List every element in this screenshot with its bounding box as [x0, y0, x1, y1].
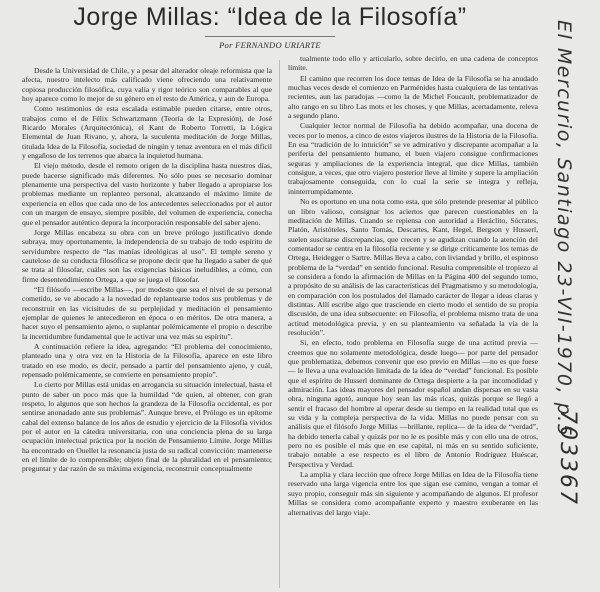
paragraph: Cualquier lector normal de Filosofía ha debido acompañar, una docena de veces por lo menos, a cinco de estos viajeros ilustres de la Historia de la Filosofía. En esa “tradición de lo intuición” se ve admirativo y discrepante acompañar a la periferia del pensamiento humano, el buen viajero consigue confirmaciones seguras y ampliaciones de la experiencia integral, que dice Millas, también consigue, a veces, que otro viajero posterior lleve al límite y supere la ampliación trabajosamente conseguida, con lo cual la serie se integra y refleja, ininterrumpidamente.: [288, 121, 538, 196]
column-divider: [279, 60, 280, 588]
left-column: [22, 66, 272, 590]
paragraph: Lo cierto por Millas está unidas en arrogancia su situación intelectual, hasta el punto de saber un poco más que la humildad “de quien, al obtener, con gran respeto, lo algunos que son hechos la grandeza de la Filosofía occidental, es por sentirse anonadado ante sus problemas”. Aunque breve, el Prólogo es un epítome cabal del extenso balance de los años de estudio y ejercicio de la Filosofía vividos por el autor en la cátedra universitaria, con una conciencia plena de su larga ocupación intelectual práctica por la noción de Pensamiento Límite. Jorge Millas ha encontrado en Ouellet la resonancia justa de su radical convicción: mantenerse en el límite de lo comprensible; objeto final de la pluralidad en el pensamiento; preguntar y dar razón de su máxima exigencia, reconstruir conceptualmente: [22, 380, 272, 474]
handwritten-annotation: [545, 20, 595, 580]
right-column: [288, 54, 538, 590]
title-rule: [205, 36, 335, 37]
handwritten-source: El Mercurio, Santiago 23-VII-1970, p.5: [553, 20, 575, 438]
paragraph: tualmente todo ello y articularlo, sobre decirlo, en una cadena de conceptos límite.: [288, 54, 538, 73]
article-byline: Por FERNANDO URIARTE: [219, 40, 321, 50]
handwritten-code: 703367: [555, 410, 580, 506]
paragraph: Jorge Millas encabeza su obra con un breve prólogo justificativo donde subraya, muy oportunamente, la independencia de su trabajo de todo espíritu de servidumbre respecto de “las manías ideológicas al uso”. El temple sereno y cauteloso de su conducta filosófica se propone decir que ha llegado a saber de qué se trata al filosofar, cuáles son las exigencias básicas ineludibles, a cómo, con firme desentendimiento Ortega, a que se juega el filosofar.: [22, 227, 272, 284]
paragraph: “El filósofo —escribe Millas—, por modesto que sea el nivel de su personal cometido, se ve abocado a la novedad de replantearse todos sus problemas y de reconstruir en las vicisitudes de su perplejidad y meditación el pensamiento ejemplar de quienes le antecedieron en época o en méritos. De otra manera, a hacer suyo el pensamiento ajeno, o suplantar polémicamente el propio o describe la incertidumbre fundamental que le activar una vez más su espíritu”.: [22, 284, 272, 341]
paragraph: Como testimonios de esta escalada estimable pueden citarse, entre otros, trabajos como el de Félix Schwartzmann (Teoría de la Expresión), de José Ricardo Morales (Arquitectónica), el Kant de Roberto Torretti, la Lógica Elemental de Juan Rivano, y, ahora, la suculenta meditación de Jorge Millas, titulada Idea de la Filosofía, sociedad de ningún y tenaz aventura en el más difícil y engañoso de los terrenos que abarca la inquietud humana.: [22, 104, 272, 161]
paragraph: El viejo método, desde el remoto origen de la disciplina hasta nuestros días, puede hacerse significado más diferentes. No sólo pues se necesario dominar plenamente una perspectiva del vasto horizonte y haber llegado a apropiarse los problemas mediante un replanteo personal, alcanzando el máximo límite de experiencia en ellos que cada uno de los antecedentes seleccionados por el autor con un margen de ensayo, siempre posible, del volumen de experiencia, conecha que el pensador auténtico depura la incorporación responsable del saber ajeno.: [22, 161, 272, 227]
article-title: Jorge Millas: “Idea de la Filosofía”: [73, 3, 467, 31]
paragraph: El camino que recorren los doce temas de Idea de la Filosofía se ha anudado muchas veces desde el comienzo en Parménides hasta cualquiera de las tentativas recientes, aun las paradojas —como la de Michel Foucault, problematizador de alto rango en su libro Las mots et les choses, y que Millas, acertadamente, releva a segundo plano.: [288, 73, 538, 121]
paragraph: No es oportuno en una nota como esta, que sólo pretende presentar al público un libro valioso, consignar los aciertos que parecen cuestionables en la meditación de Millas. Cuando se repiensa con autoridad a Heráclito, Sócrates, Platón, Aristóteles, Santo Tomás, Descartes, Kant, Hegel, Bergson y Husserl, suelen suscitarse discrepancias, que crecen y se agudizan cuando la atención del comentador se centra en la filosofía reciente y se dirige críticamente los temas de Ortega, Heidegger o Sartre. Millas lleva a cabo, con liviandad y brillo, el espinoso problema de la “verdad” en sentido funcional. Resulta comprensible el tropiezo al se considera a fondo la afirmación de Millas en la Página 400 del segundo tomo, a propósito de su análisis de las características del Pragmatismo y su metodología, en comparación con los postulados del llamado carácter de llegar a ideas claras y distintas. Allí escribe algo que trasciende en cierto modo el sentido de su propia discusión, de una idea subsecuente: en Filosofía, el problema mismo trata de una actitud metodológica previa, y en su planteamiento va señalada la vía de la resolución”.: [288, 197, 538, 337]
paragraph: Si, en efecto, todo problema en Filosofía surge de una actitud previa —creemos que no solamente metodológica, desde luego— por parte del pensador que problematiza, debemos convenir que eso previo en Millas —no es que fuese— le lleva a una evaluación limitada de la idea de “verdad” funcional. Es posible que el espíritu de Husserl dominante de Ortega despierte a la par incomodidad y admiración. Las ideas mayores del pensador español andan dispersas en su vasta obra, ninguna agotó, aunque hoy sean las más ricas, quizás porque se llegó a sentir el fracaso del hombre al operar desde su tiempo en la realidad total que es su vida y la compleja perspectiva de la vida. Millas no puede pensar con su análisis que el filósofo Jorge Millas —brillante, replica— de la idea de “verdad”, ha debido tenerla cabal y quizás por no le es posible más y con ello una de otros, pero no es posible el más que en ese capital, ni más en su sentido suficiente, trabajo notable a ese respecto es el libro de Antonio Rodríguez Huéscar, Perspectiva y Verdad.: [288, 338, 538, 469]
paragraph: Desde la Universidad de Chile, y a pesar del alterador oleaje reformista que la afecta, nuestro intelecto más calificado viene ofreciendo una relativamente copiosa producción filosófica, cuya valía y rigor teórico son comparables al que hoy aparece como lo mejor de su género en el resto de América, y aun de Europa.: [22, 66, 272, 104]
paragraph: A continuación refiere la idea, agregando: “El problema del conocimiento, planteado una y otra vez en la Historia de la Filosofía, aparece en este libro tratado en ese modo, es decir, pensado a partir del pensamiento ajeno, y cuál, repensado polémicamente, se convierte en pensamiento propio”.: [22, 341, 272, 379]
paragraph: La amplia y clara lección que ofrece Jorge Millas en Idea de la Filosofía tiene reservado una larga vigencia entre los que sigan ese camino, vengan a tomar el suyo propio, conseguir más sin siguiente y acompañando de algunos. El profesor Millas se considera como acompañante experto y maestro exuberante en las alternativas del largo viaje.: [288, 470, 538, 517]
